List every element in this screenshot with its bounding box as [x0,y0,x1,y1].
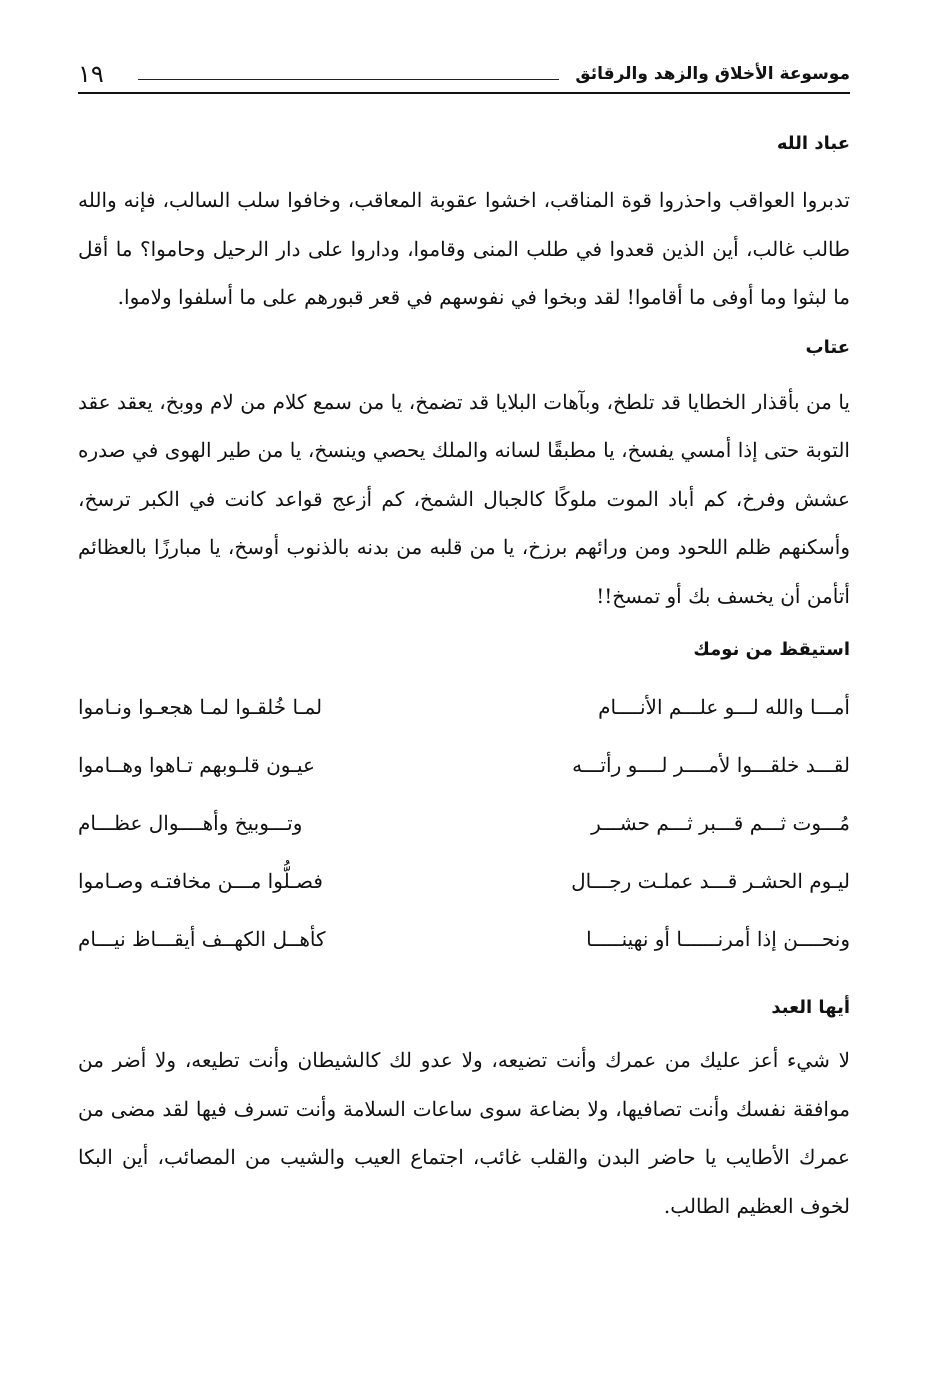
section-title-istayqiz: استيقظ من نومك [693,639,850,660]
paragraph-ayyuha: لا شيء أعز عليك من عمرك وأنت تضيعه، ولا عدو لك كالشيطان وأنت تطيعه، ولا أضر من موافقة نفسك وأنت تصافيها، ولا بضاعة سوى ساعات السلامة وأنت تسرف فيها لقد مضى من عمرك الأطايب يا حاضر البدن والقلب غائب، اجتماع العيب والشيب من المصائب، أين البكا لخوف العظيم الطالب. [78,1048,850,1218]
poem-verse [78,794,850,852]
poem-verse [78,852,850,910]
verse-first-hemistich: ليـوم الحشـر قـــد عملـت رجـــال [571,869,850,893]
book-page [78,48,850,1230]
poem-verse [78,910,850,968]
header-leader-line [138,78,559,80]
verse-second-hemistich: كأهــل الكهــف أيقـــاظ نيـــام [78,927,326,951]
poem-verse [78,678,850,736]
paragraph-ibad: تدبروا العواقب واحذروا قوة المناقب، اخشوا عقوبة المعاقب، وخافوا سلب السالب، فإنه والله طالب غالب، أين الذين قعدوا في طلب المنى وقاموا، وداروا على دار الرحيل وحاموا؟ ما أقل ما لبثوا وما أوفى ما أقاموا! لقد وبخوا في نفوسهم في قعر قبورهم على ما أسلفوا ولاموا. [78,188,850,309]
verse-second-hemistich: عيـون قلـوبهم تـاهوا وهــاموا [78,753,315,777]
verse-first-hemistich: ونحــــن إذا أمرنــــــا أو نهينـــــا [586,927,850,951]
paragraph-itab: يا من بأقذار الخطايا قد تلطخ، وبآهات البلايا قد تضمخ، يا من سمع كلام من لام ووبخ، يعقد عقد التوبة حتى إذا أمسي يفسخ، يا مطبقًا لسانه والملك يحصي وينسخ، يا من طير الهوى في صدره عشش وفرخ، كم أباد الموت ملوكًا كالجبال الشمخ، كم أزعج قواعد كانت في الكبر ترسخ، وأسكنهم ظلم اللحود ومن ورائهم برزخ، يا من قلبه من بدنه بالذنوب أوسخ، يا مبارزًا بالعظائم أتأمن أن يخسف بك أو تمسخ!! [78,389,850,608]
verse-second-hemistich: لمـا خُلقـوا لمـا هجعـوا ونـاموا [78,695,323,719]
verse-first-hemistich: أمـــا والله لـــو علـــم الأنــــام [598,695,850,719]
section-title-ibad: عباد الله [776,133,850,154]
page-header [78,48,850,92]
verse-first-hemistich: لقـــد خلقـــوا لأمــــر لــــو رأتـــه [572,753,850,777]
poem [78,678,850,968]
poem-verse [78,736,850,794]
section-title-ayyuha: أيها العبد [771,997,850,1018]
verse-first-hemistich: مُـــوت ثـــم قـــبر ثـــم حشـــر [591,811,850,835]
verse-second-hemistich: فصـلُّوا مـــن مخافتـه وصـاموا [78,869,323,893]
section-title-itab: عتاب [805,336,850,358]
page-number: ١٩ [78,60,104,88]
verse-second-hemistich: وتـــوبيخ وأهــــوال عظـــام [78,811,303,835]
running-head-title: موسوعة الأخلاق والزهد والرقائق [575,64,850,84]
